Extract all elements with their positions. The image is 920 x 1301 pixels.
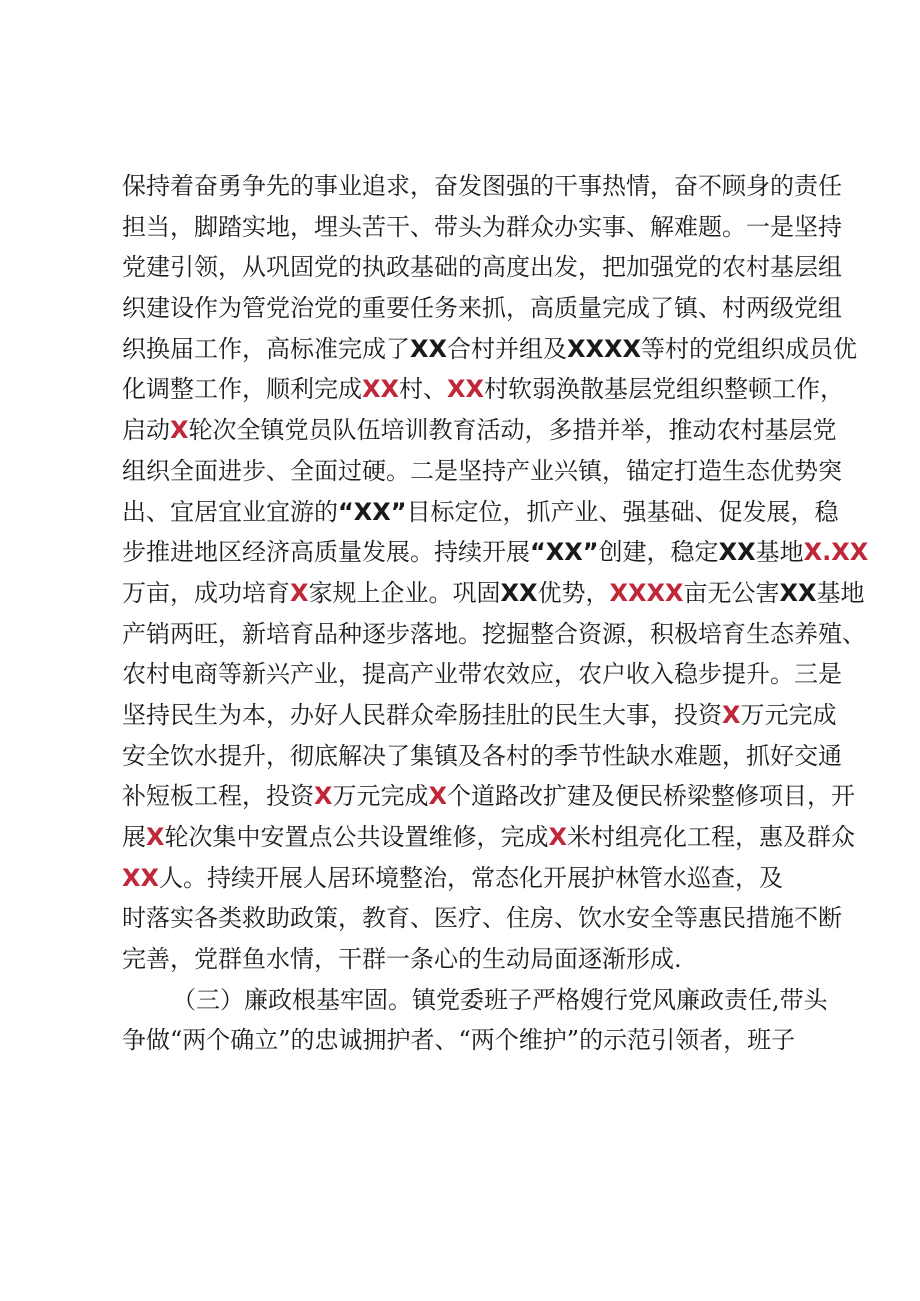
text-segment: 轮次全镇党员队伍培训教育活动，多措并举，推动农村基层党 [188,416,837,445]
text-segment: 安全饮水提升，彻底解决了集镇及各村的季节性缺水难题，抓好交通 [122,741,842,770]
text-segment: 坚持民生为本，办好人民群众牵肠挂肚的民生大事，投资 [122,700,722,729]
text-segment: 步推进地区经济高质量发展。持续开展 [122,538,530,567]
text-segment: 织建设作为管党治党的重要任务来抓，高质量完成了镇、村两级党组 [122,294,842,323]
text-line [122,939,822,980]
text-line [122,166,842,207]
text-line [122,492,839,533]
text-segment: 完善，党群鱼水情，干群一条心的生动局面逐渐形成. [122,945,682,974]
text-segment: （三）廉政根基牢固。镇党委班子严格嫂行党风廉政责任,带头 [172,985,828,1014]
text-segment: 基地 [755,538,804,567]
text-line [122,654,842,695]
text-line [122,573,865,614]
placeholder-highlight: X [290,578,309,607]
text-line [122,817,856,858]
placeholder-bold: XXXX [567,334,642,363]
text-line [122,858,822,899]
text-segment: 补短板工程，投资 [122,782,314,811]
placeholder-bold: XX [718,538,756,567]
text-segment: 等村的党组织成员优 [641,334,858,363]
text-segment: 优势， [537,578,610,607]
text-segment: 亩无公害 [683,578,780,607]
text-segment: 农村电商等新兴产业，提高产业带农效应，农户收入稳步提升。三是 [122,660,842,689]
placeholder-highlight: X [548,823,568,851]
text-segment: 万元完成 [740,700,837,729]
text-line [122,288,842,329]
text-line [122,369,845,410]
text-line [122,410,837,451]
text-line [122,776,856,817]
text-segment: 米村组亮化工程，惠及群众 [567,823,856,851]
text-segment: 人。持续开展人居环境整治，常态化开展护林管水巡查，及 [159,863,784,892]
placeholder-bold: XX [779,578,817,607]
placeholder-bold: XX [500,578,538,607]
text-segment: 轮次集中安置点公共设置维修，完成 [164,823,549,851]
text-segment: 万元完成 [332,782,429,811]
body-text [122,166,869,1061]
text-segment: 争做“两个确立”的忠诚拥护者、“两个维护”的示范引领者，班子 [122,1026,796,1055]
text-segment: 出、宜居宜业宜游的 [122,497,338,526]
text-line [122,329,858,370]
text-segment: 家规上企业。巩固 [308,578,501,607]
text-line [122,695,837,736]
text-segment: 村软弱涣散基层党组织整顿工作， [484,375,845,404]
placeholder-highlight: XX [122,863,160,892]
placeholder-highlight: XX [362,375,400,404]
text-segment: 基地 [816,578,865,607]
text-line [122,614,866,655]
text-segment: 目标定位，抓产业、强基础、促发展，稳 [406,497,839,526]
text-segment: 创建，稳定 [598,538,719,567]
text-line [122,207,842,248]
placeholder-highlight: X.XX [803,538,869,567]
text-segment: 组织全面进步、全面过硬。二是坚持产业兴镇，锚定打造生态优势突 [122,456,842,485]
text-line [122,1020,822,1061]
text-segment: 化调整工作，顺利完成 [122,375,362,404]
placeholder-highlight: XX [447,375,485,404]
text-line [122,736,842,777]
placeholder-highlight: X [722,700,741,729]
placeholder-bold: “XX” [338,497,407,526]
placeholder-bold: XX [410,334,448,363]
text-line [122,980,828,1021]
text-segment: 织换届工作，高标准完成了 [122,334,410,363]
text-line [122,451,842,492]
text-segment: 合村并组及 [447,334,568,363]
text-segment: 党建引领，从巩固党的执政基础的高度出发，把加强党的农村基层组 [122,253,842,282]
text-segment: 时落实各类救助政策，教育、医疗、住房、饮水安全等惠民措施不断 [122,904,842,933]
text-segment: 个道路改扩建及便民桥梁整修项目，开 [447,782,856,811]
text-segment: 担当，脚踏实地，埋头苦干、带头为群众办实事、解难题。一是坚持 [122,212,842,241]
placeholder-highlight: X [314,782,333,811]
placeholder-highlight: X [146,823,165,851]
text-line [122,247,842,288]
text-segment: 展 [122,823,146,851]
placeholder-bold: “XX” [530,538,599,567]
text-segment: 村、 [399,375,448,404]
text-segment: 万亩，成功培育 [122,578,290,607]
placeholder-highlight: XXXX [609,578,684,607]
text-line [122,532,869,573]
text-segment: 启动 [122,416,170,445]
text-line [122,898,842,939]
text-segment: 产销两旺，新培育品种逐步落地。挖掘整合资源，积极培育生态养殖、 [122,619,866,648]
text-segment: 保持着奋勇争先的事业追求，奋发图强的干事热情，奋不顾身的责任 [122,172,842,200]
placeholder-highlight: X [428,782,448,811]
placeholder-highlight: X [170,416,189,445]
